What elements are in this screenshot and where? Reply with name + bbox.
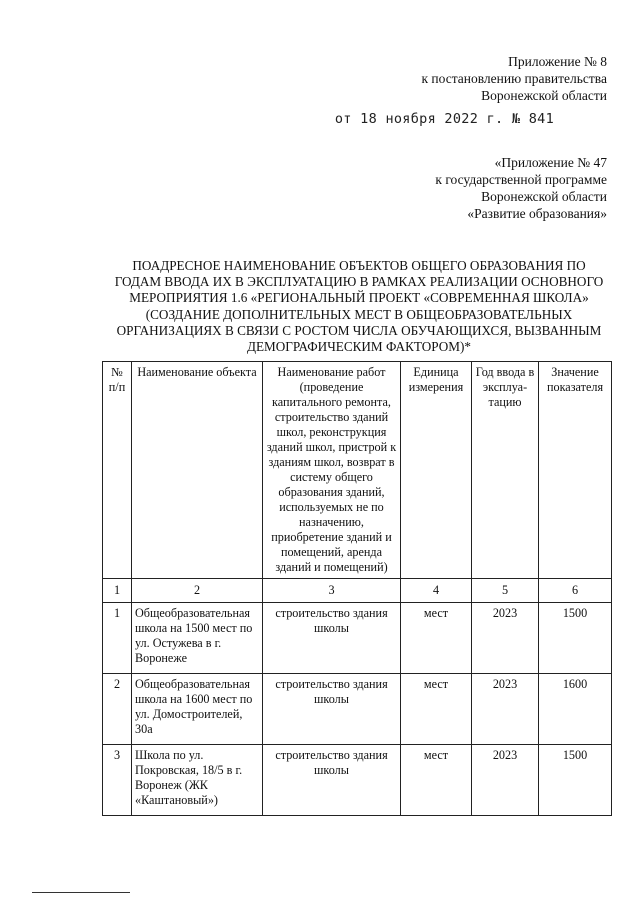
column-number: 5 xyxy=(472,579,539,603)
cell-work-type: строительство здания школы xyxy=(263,745,401,816)
table-row xyxy=(103,603,612,674)
header-work-type: Наименование работ (проведение капитального ремонта, строительство зданий школ, реконструкция зданий школ, пристрой к зданиям школ, возврат в систему общего образования зданий, используемых не по назначению, приобретение зданий и помещений, аренда зданий и помещений) xyxy=(263,362,401,579)
appendix-47-region: Воронежской области xyxy=(481,189,607,204)
cell-value: 1600 xyxy=(539,674,612,745)
cell-work-type: строительство здания школы xyxy=(263,603,401,674)
cell-number: 2 xyxy=(103,674,132,745)
decree-stamp: от 18 ноября 2022 г. № 841 xyxy=(334,111,554,127)
cell-year: 2023 xyxy=(472,745,539,816)
appendix-8-region: Воронежской области xyxy=(481,88,607,103)
cell-value: 1500 xyxy=(539,603,612,674)
appendix-47-title: «Приложение № 47 xyxy=(494,155,607,170)
appendix-8-title: Приложение № 8 xyxy=(508,54,607,69)
cell-unit: мест xyxy=(401,674,472,745)
appendix-47-ref: к государственной программе xyxy=(435,172,607,187)
column-number: 3 xyxy=(263,579,401,603)
cell-unit: мест xyxy=(401,603,472,674)
column-number: 6 xyxy=(539,579,612,603)
cell-year: 2023 xyxy=(472,603,539,674)
cell-unit: мест xyxy=(401,745,472,816)
column-number: 2 xyxy=(132,579,263,603)
cell-object-name: Общеобразовательная школа на 1600 мест по ул. Домостроителей, 30а xyxy=(132,674,263,745)
cell-object-name: Школа по ул. Покровская, 18/5 в г. Воронеж (ЖК «Каштановый») xyxy=(132,745,263,816)
objects-table xyxy=(102,361,612,816)
appendix-8-block xyxy=(421,53,607,104)
header-number: № п/п xyxy=(103,362,132,579)
appendix-47-block xyxy=(435,154,607,222)
cell-object-name: Общеобразовательная школа на 1500 мест по ул. Остужева в г. Воронеже xyxy=(132,603,263,674)
document-title: ПОАДРЕСНОЕ НАИМЕНОВАНИЕ ОБЪЕКТОВ ОБЩЕГО ОБРАЗОВАНИЯ ПО ГОДАМ ВВОДА ИХ В ЭКСПЛУАТАЦИЮ В РАМКАХ РЕАЛИЗАЦИИ ОСНОВНОГО МЕРОПРИЯТИЯ 1.6 «РЕГИОНАЛЬНЫЙ ПРОЕКТ «СОВРЕМЕННАЯ ШКОЛА» (СОЗДАНИЕ ДОПОЛНИТЕЛЬНЫХ МЕСТ В ОБЩЕОБРАЗОВАТЕЛЬНЫХ ОРГАНИЗАЦИЯХ В СВЯЗИ С РОСТОМ ЧИСЛА ОБУЧАЮЩИХСЯ, ВЫЗВАННЫМ ДЕМОГРАФИЧЕСКИМ ФАКТОРОМ)* xyxy=(114,258,604,355)
cell-number: 1 xyxy=(103,603,132,674)
column-number: 4 xyxy=(401,579,472,603)
appendix-47-program: «Развитие образования» xyxy=(467,206,607,221)
header-value: Значение показателя xyxy=(539,362,612,579)
table-row xyxy=(103,745,612,816)
cell-number: 3 xyxy=(103,745,132,816)
column-number: 1 xyxy=(103,579,132,603)
appendix-8-ref: к постановлению правительства xyxy=(421,71,607,86)
header-year: Год ввода в эксплуа-тацию xyxy=(472,362,539,579)
table-header-row xyxy=(103,362,612,579)
column-number-row xyxy=(103,579,612,603)
cell-work-type: строительство здания школы xyxy=(263,674,401,745)
header-object-name: Наименование объекта xyxy=(132,362,263,579)
cell-value: 1500 xyxy=(539,745,612,816)
table-row xyxy=(103,674,612,745)
footnote-separator xyxy=(32,892,130,893)
header-unit: Единица измерения xyxy=(401,362,472,579)
cell-year: 2023 xyxy=(472,674,539,745)
